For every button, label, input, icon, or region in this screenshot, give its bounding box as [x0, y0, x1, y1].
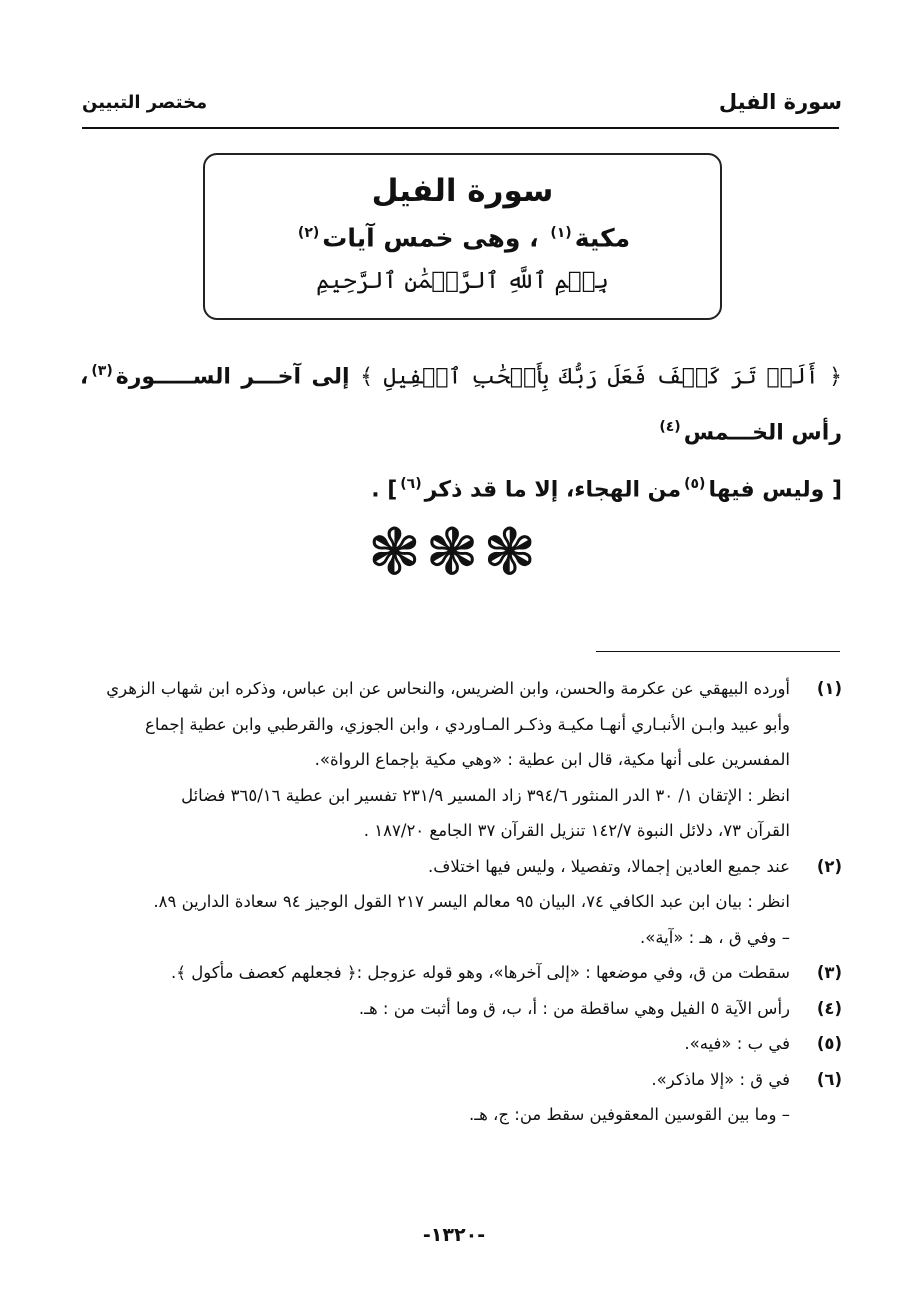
- footnote-line: – وما بين القوسين المعقوفين سقط من: ج، هـ.: [469, 1105, 790, 1124]
- footnote: [80, 1026, 842, 1062]
- footnote: [80, 849, 842, 956]
- header-book-title: مختصر التبيين: [82, 92, 208, 113]
- footnotes: [80, 671, 842, 1133]
- footnote: [80, 991, 842, 1027]
- footnote-line: وأبو عبيد وابـن الأنبـاري أنهـا مكيـة وذكـر المـاوردي ، وابن الجوزي، والقرطبي وابن عطية إجماع: [144, 714, 790, 734]
- surah-title-box: [203, 153, 722, 320]
- footnote-number: (٥): [816, 1034, 842, 1053]
- main-text-line-2: [80, 459, 842, 515]
- to-end-text: إلى آخـــر الســـــورة: [115, 364, 350, 390]
- footnote-number: (٤): [816, 998, 842, 1018]
- footnote-line: في ق : «إلا ماذكر».: [651, 1069, 790, 1089]
- footnote-line: المفسرين على أنها مكية، قال ابن عطية : «وهي مكية بإجماع الرواة».: [314, 750, 790, 769]
- footnote-line: القرآن ٧٣، دلائل النبوة ١٤٢/٧ تنزيل القرآن ٣٧ الجامع ١٨٧/٢٠ .: [363, 821, 790, 840]
- header-surah-title: سورة الفيل: [718, 90, 842, 114]
- footnote-line: رأس الآية ٥ الفيل وهي ساقطة من : أ، ب، ق وما أثبت من : هـ.: [358, 998, 790, 1018]
- page-number: -١٣٢٠-: [422, 1224, 486, 1246]
- footnote-line: في ب : «فيه».: [684, 1034, 790, 1053]
- footnote-ref-1: (١): [550, 225, 572, 241]
- main-text: [80, 346, 842, 515]
- running-header: [82, 88, 842, 128]
- header-rule: [82, 127, 839, 129]
- surah-info: [205, 215, 720, 256]
- footnote-number: (١): [816, 679, 842, 698]
- footnote: [80, 671, 842, 849]
- verse-open-bracket: ﴿: [829, 364, 843, 390]
- line2-start: [ وليس فيها: [708, 476, 842, 502]
- footnote-ref-5: (٥): [684, 475, 706, 492]
- quran-verse: أَلَمۡ تَرَ كَيۡفَ فَعَلَ رَبُّكَ بِأَصۡحَٰبِ ٱلۡفِيلِ: [383, 364, 819, 390]
- surah-name: سورة الفيل: [371, 173, 554, 209]
- ras-text: ، رأس الخـــمس: [80, 364, 842, 446]
- section-separator-stars: ❃❃❃: [367, 516, 541, 590]
- verse-close-bracket: ﴾: [360, 364, 373, 390]
- footnote-ref-3: (٣): [91, 363, 113, 379]
- footnote-line: سقطت من ق، وفي موضعها : «إلى آخرها»، وهو قوله عزوجل :﴿ فجعلهم كعصف مأكول ﴾.: [171, 963, 790, 982]
- basmala: بِسۡمِ ٱللَّهِ ٱلرَّحۡمَٰنِ ٱلرَّحِيمِ: [316, 268, 609, 295]
- footnote-ref-2: (٢): [297, 225, 320, 241]
- footnote-number: (٦): [816, 1069, 842, 1089]
- footnote-line: عند جميع العادين إجمالا، وتفصيلا ، وليس فيها اختلاف.: [428, 856, 790, 876]
- footnote: [80, 1062, 842, 1133]
- footnote-line: – وفي ق ، هـ : «آية».: [639, 927, 790, 947]
- main-text-line-1: [80, 346, 842, 459]
- makkiyya-label: مكية: [574, 223, 631, 253]
- footnote-ref-6: (٦): [400, 475, 422, 492]
- line2-mid: من الهجاء، إلا ما قد ذكر: [424, 476, 682, 502]
- line2-end: ] .: [371, 476, 398, 502]
- footnote-rule: [596, 651, 840, 652]
- footnote-number: (٢): [816, 856, 842, 876]
- footnote-number: (٣): [816, 963, 842, 982]
- verse-count-text: ، وهى خمس آيات: [322, 223, 539, 253]
- footnote-line: أورده البيهقي عن عكرمة والحسن، وابن الضريس، والنحاس عن ابن عباس، وذكره ابن شهاب الزهري: [106, 679, 790, 698]
- footnote-line: انظر : الإتقان ١/ ٣٠ الدر المنثور ٣٩٤/٦ زاد المسير ٢٣١/٩ تفسير ابن عطية ٣٦٥/١٦ فضائل: [181, 785, 790, 805]
- footnote-line: انظر : بيان ابن عبد الكافي ٧٤، البيان ٩٥ معالم اليسر ٢١٧ القول الوجيز ٩٤ سعادة الدارين ٨٩.: [153, 892, 790, 911]
- footnote-ref-4: (٤): [659, 419, 681, 436]
- footnote: [80, 955, 842, 991]
